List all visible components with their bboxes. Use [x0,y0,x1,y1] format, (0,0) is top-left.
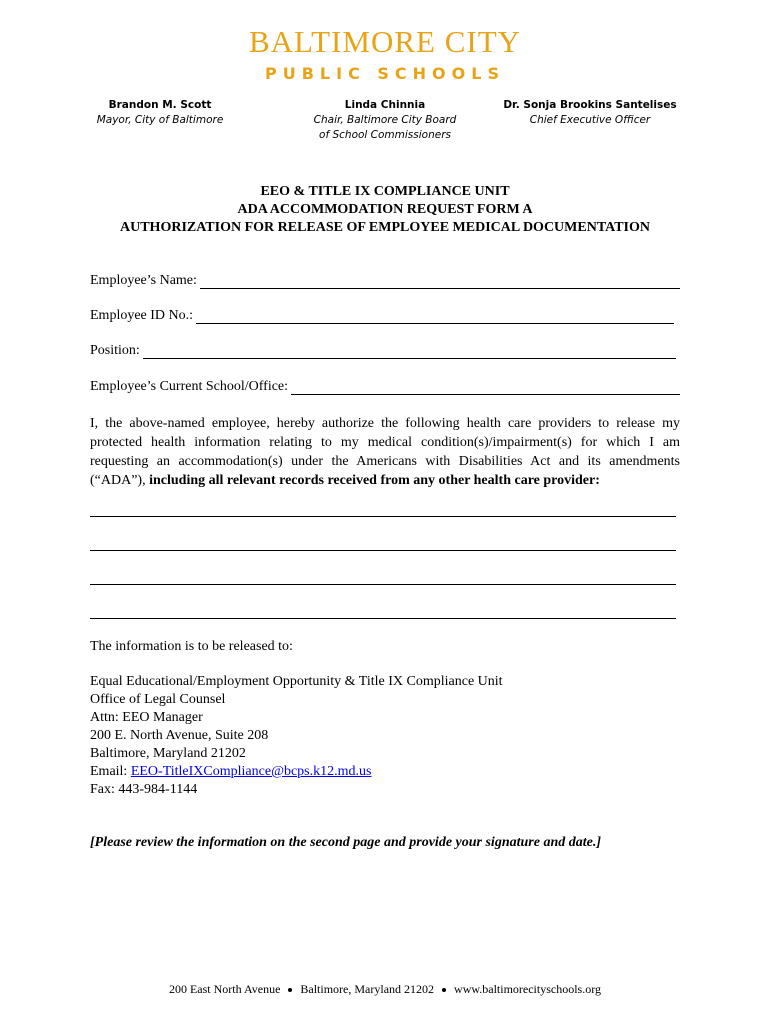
release-to-label: The information is to be released to: [90,639,293,654]
address-line: Equal Educational/Employment Opportunity & Title IX Compliance Unit [90,674,503,689]
position-line[interactable] [143,345,676,359]
authorization-text: I, the above-named employee, hereby authorize the following health care providers to release my protected health information relating to my medical condition(s)/impairment(s) for which I am requesting an accommodation(s) under the Americans with Disabilities Act and its amendments (“ADA”), [90,416,680,488]
school-office-field[interactable] [90,379,680,395]
official-name: Linda Chinnia [344,99,426,111]
form-title-line: EEO & TITLE IX COMPLIANCE UNIT [260,184,510,199]
provider-line-2[interactable] [90,550,676,551]
position-field[interactable] [90,343,676,359]
email-label: Email: [90,764,131,779]
logo-subtitle: PUBLIC SCHOOLS [265,64,505,83]
position-label: Position: [90,343,140,358]
employee-id-label: Employee ID No.: [90,308,194,323]
address-line: 200 E. North Avenue, Suite 208 [90,728,269,743]
official-mayor [90,98,230,128]
provider-line-3[interactable] [90,584,676,585]
official-title: Mayor, City of Baltimore [96,114,224,126]
employee-name-line[interactable] [200,275,680,289]
fax-line: Fax: 443-984-1144 [90,782,198,797]
release-address [90,673,503,799]
employee-name-field[interactable] [90,273,680,289]
school-office-line[interactable] [291,381,680,395]
address-line: Attn: EEO Manager [90,710,203,725]
bullet-icon [288,988,292,992]
employee-id-field[interactable] [90,308,674,324]
footer-address: 200 East North Avenue [168,982,281,996]
authorization-paragraph [90,414,680,490]
email-row [90,763,503,781]
form-title-line: AUTHORIZATION FOR RELEASE OF EMPLOYEE MEDICAL DOCUMENTATION [120,220,650,235]
official-ceo [500,98,680,128]
footer-website[interactable]: www.baltimorecityschools.org [454,982,602,996]
official-name: Dr. Sonja Brookins Santelises [503,99,677,111]
official-title: Chair, Baltimore City Board [313,114,457,126]
bullet-icon [442,988,446,992]
official-title: Chief Executive Officer [529,114,651,126]
logo-title: BALTIMORE CITY [248,24,522,59]
footer-city: Baltimore, Maryland 21202 [300,982,435,996]
official-board-chair [295,98,475,143]
signature-note: [Please review the information on the second page and provide your signature and date.] [90,835,601,850]
address-line: Office of Legal Counsel [90,692,226,707]
footer [0,982,770,997]
school-office-label: Employee’s Current School/Office: [90,379,289,394]
email-link[interactable]: EEO-TitleIXCompliance@bcps.k12.md.us [130,764,372,779]
authorization-bold-text: including all relevant records received from any other health care provider: [149,473,600,488]
official-title-cont: of School Commissioners [319,129,451,141]
provider-line-1[interactable] [90,516,676,517]
form-title-line: ADA ACCOMMODATION REQUEST FORM A [237,202,533,217]
employee-name-label: Employee’s Name: [90,273,197,288]
address-line: Baltimore, Maryland 21202 [90,746,246,761]
employee-id-line[interactable] [196,310,674,324]
provider-line-4[interactable] [90,618,676,619]
form-title [0,183,770,237]
official-name: Brandon M. Scott [108,99,212,111]
